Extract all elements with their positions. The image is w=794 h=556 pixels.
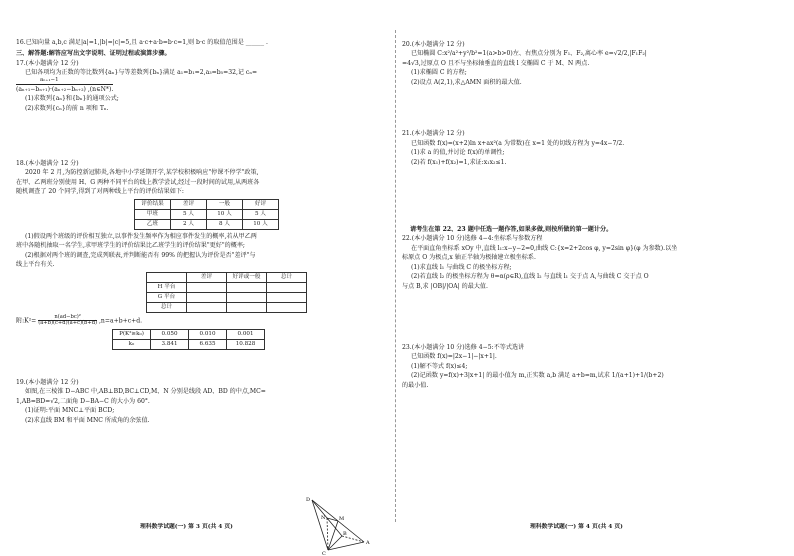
question-23 — [402, 343, 764, 390]
question-22-line-2: 标原点 O 为极点,x 轴正半轴为极轴建立极坐标系. — [402, 254, 536, 262]
question-20-sub-1: (1)求椭圆 C 的方程; — [411, 69, 467, 77]
blank-cell — [227, 282, 267, 292]
table-cell: 10 人 — [243, 219, 279, 229]
vertex-label-b: B — [343, 531, 347, 537]
table-cell: 0.001 — [227, 329, 265, 339]
table-cell: 10.828 — [227, 339, 265, 349]
question-19-sub-2: (2)求直线 BM 和平面 MNC 所成角的余弦值. — [25, 416, 150, 424]
table-cell: P(K²≥k₀) — [113, 329, 151, 339]
table-cell: 乙班 — [135, 219, 171, 229]
question-17-sub-2: (2)求数列{cₙ}的前 n 项和 Tₙ. — [25, 104, 109, 112]
table-cell: 10 人 — [207, 209, 243, 219]
table-cell: 8 人 — [207, 219, 243, 229]
chi-square-formula — [16, 315, 378, 327]
question-21-line-1: 已知函数 f(x)=(x+2)ln x+ax²(a 为常数)在 x=1 处的切线方程为 y=4x−7/2. — [411, 139, 625, 147]
question-20 — [402, 40, 764, 87]
page-footer-right: 理科数学试题(一) 第 4 页(共 4 页) — [530, 524, 623, 530]
table-cell: 0.010 — [189, 329, 227, 339]
table-cell: H 平台 — [147, 282, 187, 292]
blank-cell — [267, 282, 307, 292]
question-18-sub-1b: 班中各随机抽取一名学生,求甲班学生的评价结果比乙班学生的评价结果"更好"的概率; — [16, 242, 245, 250]
formula-numerator: n(ad−bc)² — [38, 315, 97, 322]
question-20-line-2: =4√3,过原点 O 且不与坐标轴垂直的直线 l 交椭圆 C 于 M、N 两点. — [402, 59, 590, 67]
question-18-sub-2b: 线上平台有关. — [16, 261, 55, 269]
question-17-line-1: 已知各项均为正数的等比数列{aₙ}与等差数列{bₙ}满足 a₁=b₁=2,a₃=b₅=32,记 cₙ= — [25, 69, 258, 77]
evaluation-table — [134, 199, 279, 230]
formula-prefix: 附:K²= — [16, 317, 37, 325]
vertex-label-a: A — [366, 540, 370, 546]
question-21-sub-1: (1)求 a 的值,并讨论 f(x)的单调性; — [411, 149, 505, 157]
table-header-cell — [147, 272, 187, 282]
table-cell: 甲班 — [135, 209, 171, 219]
table-header-row — [147, 272, 307, 282]
question-19-head: 19.(本小题满分 12 分) — [16, 378, 79, 386]
question-17-line-2: (aₙ₊₁−bₙ₊₁)·(aₙ₊₂−bₙ₊₂) ,(n∈N*). — [16, 85, 114, 93]
question-22-sub-3: 与点 B,求 |OB|/|OA| 的最大值. — [402, 282, 488, 290]
answer-space — [402, 293, 764, 343]
blank-cell — [227, 302, 267, 312]
table-row — [147, 292, 307, 302]
question-17 — [16, 59, 378, 113]
table-cell: 3.841 — [151, 339, 189, 349]
table-row — [113, 329, 265, 339]
question-16-text: 16.已知向量 a,b,c 满足|a|=1,|b|=|c|=5,且 a·c+a·b=b·c=1,则 b·c 的取值范围是 ______ . — [16, 39, 268, 46]
answer-space — [16, 352, 378, 378]
question-18-head: 18.(本小题满分 12 分) — [16, 160, 79, 167]
question-18-sub-2a: (2)根据对两个班的调查,完成列联表,并判断能否有 99% 的把握认为评价是否"差评"与 — [25, 251, 256, 259]
formula-denominator: (a+b)(c+d)(a+c)(b+d) — [38, 320, 98, 327]
question-22 — [402, 234, 764, 291]
elective-notice: 请考生在第 22、23 题中任选一题作答,如果多做,则按所做的第一题计分。 — [410, 225, 613, 233]
blank-cell — [227, 292, 267, 302]
blank-cell — [267, 292, 307, 302]
answer-space — [16, 115, 378, 159]
question-18-line-3: 随机调查了 20 个同学,得到了对两种线上平台的评价结果如下: — [16, 188, 184, 196]
blank-cell — [267, 302, 307, 312]
table-header-cell: 总计 — [267, 272, 307, 282]
question-23-sub-2: (2)记函数 y=f(x)+3|x+1| 的最小值为 m,正实数 a,b 满足 a+b=m,试求 1/(a+1)+1/(b+2) — [411, 372, 664, 380]
table-header-row — [135, 199, 279, 209]
question-16 — [16, 38, 378, 47]
table-row — [147, 282, 307, 292]
question-20-sub-2: (2)设点 A(2,1),求△AMN 面积的最大值. — [411, 78, 522, 86]
blank-cell — [187, 282, 227, 292]
table-cell: k₀ — [113, 339, 151, 349]
table-row — [135, 209, 279, 219]
table-cell: 5 人 — [243, 209, 279, 219]
question-19-line-1: 如图,在三棱锥 D−ABC 中,AB⊥BD,BC⊥CD,M、N 分别是线段 AD、BD 的中点,MC= — [25, 388, 266, 396]
table-cell: 5 人 — [171, 209, 207, 219]
vertex-label-m: M — [339, 516, 345, 522]
table-header-cell: 差评 — [171, 199, 207, 209]
blank-cell — [187, 292, 227, 302]
question-18-sub-1a: (1)假设两个班级的评价相互独立,以事件发生频率作为相应事件发生的概率,若从甲乙两 — [25, 232, 257, 240]
table-cell: G 平台 — [147, 292, 187, 302]
question-18-line-1: 2020 年 2 月,为防控新冠肺炎,各地中小学延期开学,某学校积极响应"停课不停学"政策, — [25, 169, 259, 177]
question-21-sub-2: (2)若 f(x₁)+f(x₂)=1,求证:x₁x₂≤1. — [411, 158, 507, 166]
question-19-line-2: 1,AB=BD=√2,二面角 D−BA−C 的大小为 60°. — [16, 397, 150, 405]
question-23-sub-3: 的最小值. — [402, 381, 429, 389]
vertex-label-d: D — [306, 497, 311, 503]
answer-space — [402, 89, 764, 129]
question-22-sub-1: (1)求直线 l₁ 与曲线 C 的极坐标方程; — [411, 263, 512, 271]
table-cell: 0.050 — [151, 329, 189, 339]
section-heading-3: 三、解答题:解答应写出文字说明、证明过程或演算步骤。 — [16, 50, 171, 58]
question-19 — [16, 378, 378, 425]
question-20-line-1: 已知椭圆 C:x²/a²+y²/b²=1(a>b>0)左、右焦点分别为 F₁、F₂,离心率 e=√2/2,|F₁F₂| — [411, 50, 647, 58]
formula-fraction — [38, 315, 97, 327]
question-23-head: 23.(本小题满分 10 分)选修 4−5:不等式选讲 — [402, 344, 525, 351]
table-header-cell: 一般 — [207, 199, 243, 209]
table-row — [113, 339, 265, 349]
table-cell: 2 人 — [171, 219, 207, 229]
table-header-cell: 评价结果 — [135, 199, 171, 209]
question-18-line-2: 在甲、乙两班分别使用 H、G 两种不同平台的线上教学尝试,经过一段时间的试用,从两班各 — [16, 178, 260, 186]
question-22-sub-2: (2)若直线 l₂ 的极坐标方程为 θ=α(ρ∈R),直线 l₂ 与直线 l₁ 交于点 A,与曲线 C 交于点 O — [411, 273, 649, 281]
page-footer-left: 理科数学试题(一) 第 3 页(共 4 页) — [140, 524, 233, 530]
question-17-fraction-numerator: aₙ₊₁−1 — [40, 76, 59, 83]
answer-space — [402, 169, 764, 225]
pyramid-figure — [302, 494, 374, 556]
critical-value-table — [112, 329, 265, 350]
question-20-head: 20.(本小题满分 12 分) — [402, 41, 465, 48]
table-cell: 6.635 — [189, 339, 227, 349]
table-cell: 总计 — [147, 302, 187, 312]
question-22-head: 22.(本小题满分 10 分)选修 4−4:坐标系与参数方程 — [402, 235, 543, 243]
contingency-table — [146, 272, 307, 313]
question-18 — [16, 159, 378, 350]
question-21-head: 21.(本小题满分 12 分) — [402, 130, 465, 138]
question-21 — [402, 129, 764, 167]
column-divider — [395, 30, 396, 522]
question-23-line-1: 已知函数 f(x)=|2x−1|−|x+1|. — [411, 353, 497, 361]
table-header-cell: 差评 — [187, 272, 227, 282]
vertex-label-c: C — [322, 551, 326, 556]
question-23-sub-1: (1)解不等式 f(x)≤4; — [411, 362, 468, 370]
formula-suffix: ,n=a+b+c+d. — [98, 317, 143, 325]
table-row — [135, 219, 279, 229]
question-17-sub-1: (1)求数列{aₙ}和{bₙ}的通项公式; — [25, 95, 119, 103]
question-19-sub-1: (1)证明:平面 MNC⊥平面 BCD; — [25, 407, 115, 415]
vertex-label-n: N — [321, 515, 326, 521]
question-22-line-1: 在平面直角坐标系 xOy 中,直线 l₁:x−y−2=0,曲线 C:{x=2+2cos φ, y=2sin φ}(φ 为参数).以坐 — [411, 244, 678, 252]
table-row — [147, 302, 307, 312]
right-page — [402, 40, 764, 392]
table-header-cell: 好评 — [243, 199, 279, 209]
table-header-cell: 好评或一般 — [227, 272, 267, 282]
blank-cell — [187, 302, 227, 312]
question-17-head: 17.(本小题满分 12 分) — [16, 59, 79, 67]
